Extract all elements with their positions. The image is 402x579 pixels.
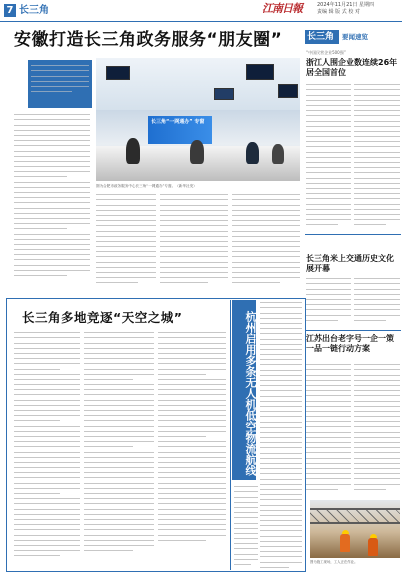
brief1-body-a	[306, 82, 351, 230]
lead-col-2	[96, 192, 156, 292]
feature-col-5	[234, 484, 258, 568]
feature-title: 长三角多地竞逐“天空之城”	[22, 310, 183, 325]
brief3-headline: 江苏出台老字号一企一策一品一链行动方案	[306, 334, 394, 353]
page-number: 7	[4, 4, 16, 17]
page-header	[0, 0, 402, 22]
newspaper-logo: 江南日報	[262, 2, 302, 15]
lead-caption: 图为合肥市政务服务中心长三角“一网通办”专窗。（新华社发）	[96, 184, 197, 188]
lead-col-4	[232, 192, 300, 292]
feature-col-3	[158, 330, 226, 568]
construction-photo	[310, 500, 400, 558]
construction-caption: 图为施工现场，工人正在作业。	[310, 560, 358, 564]
sidebar-divider-1	[305, 234, 401, 235]
section-name: 长三角	[19, 5, 49, 16]
feature-col-2	[84, 330, 154, 568]
sidebar-tag	[305, 30, 402, 44]
lead-headline: 安徽打造长三角政务服务“朋友圈”	[14, 30, 283, 50]
brief1-headline: 浙江人围企业数连续26年居全国首位	[306, 58, 398, 77]
feature-col-4	[260, 300, 302, 568]
editor-line: 责编 辑 版 式 校 对	[317, 9, 360, 15]
brief1-body-b	[354, 82, 400, 230]
lead-photo	[96, 58, 300, 181]
lead-col-3	[160, 192, 228, 292]
sidebar-tag-label: 长三角	[305, 30, 339, 44]
feature-col-1	[14, 330, 80, 568]
feature-vertical-title: 杭州启用多条无人机低空物流航线	[232, 300, 256, 480]
sidebar-tag-sub: 要闻速览	[342, 33, 368, 41]
lead-col-1	[14, 112, 90, 292]
brief3-body-a	[306, 362, 351, 496]
brief3-body-b	[354, 362, 400, 496]
brief2-headline: 长三角米上交通历史文化展开幕	[306, 254, 394, 273]
photo-banner: 长三角“一网通办” 专窗	[148, 116, 212, 144]
brief2-body-b	[354, 276, 400, 326]
date-line: 2024年11月21日 星期四	[317, 2, 375, 8]
brief1-kicker: “中国民营企业500强”	[306, 50, 346, 55]
header-meta	[317, 2, 401, 16]
feature-column-rule	[230, 300, 231, 570]
brief2-body-a	[306, 276, 351, 326]
sidebar-divider-2	[305, 330, 401, 331]
lead-deck-box	[28, 60, 92, 108]
